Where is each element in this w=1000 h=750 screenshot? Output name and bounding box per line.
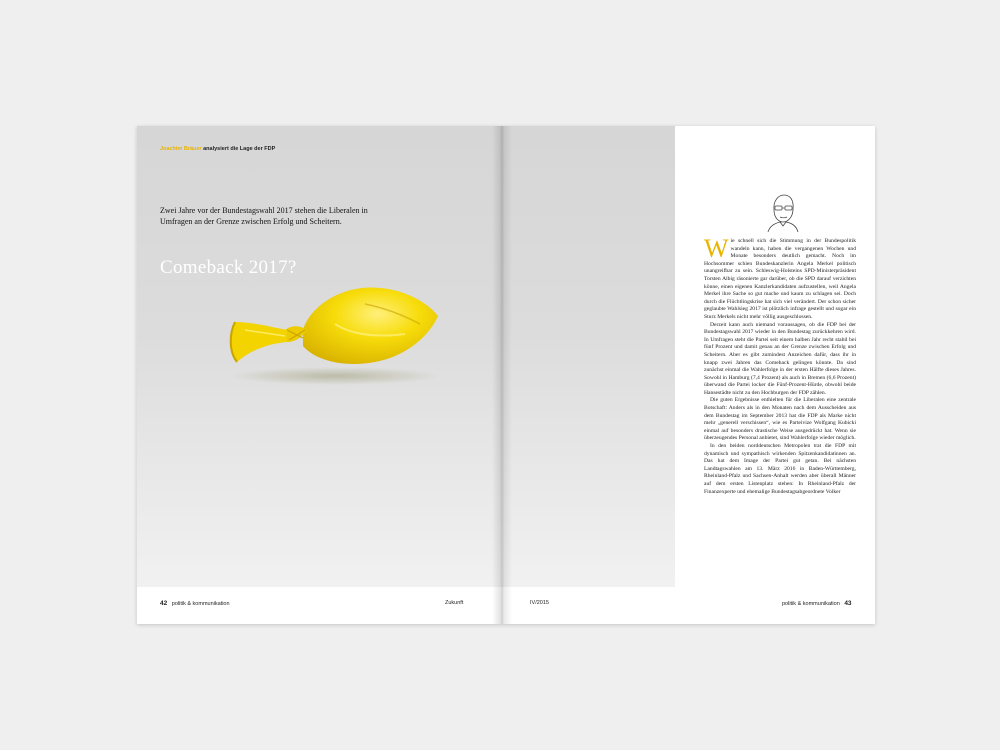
article-deck: Zwei Jahre vor der Bundestagswahl 2017 stehen die Liberalen in Umfragen an der Grenze zwischen Erfolg und Scheitern.	[160, 206, 368, 226]
article-paragraph: Derzeit kann auch niemand voraussagen, ob die FDP bei der Bundestagswahl 2017 wieder in den Bundestag zurückkehren wird. In Umfragen steht die Partei seit einem halben Jahr recht stabil bei fünf Prozent und damit genau an der Grenze zwischen Erfolg und Scheitern. Aber es gibt zumindest Anzeichen dafür, dass ihr in knapp zwei Jahren das Comeback gelingen könnte. Da sind zunächst einmal die Wahlerfolge in der ersten Hälfte dieses Jahres. Sowohl in Hamburg (7,4 Prozent) als auch in Bremen (6,6 Prozent) überwand die Partei locker die Fünf-Prozent-Hürde, obwohl beide Hansestädte nicht zu den Hochburgen der FDP zählen.	[704, 321, 856, 396]
dropcap: W	[704, 234, 729, 263]
header-text: analysiert die Lage der FDP	[203, 146, 276, 152]
article-body	[704, 234, 856, 496]
right-page-folio	[782, 600, 852, 607]
left-publication-name: politik & kommunikation	[171, 601, 230, 607]
article-paragraph: Wie schnell sich die Stimmung in der Bundespolitik wandeln kann, haben die vergangenen Wochen und Monate besonders deutlich gemacht. Noch im Hochsommer schien Bundeskanzlerin Angela Merkel politisch unangreifbar zu sein. Schleswig-Holsteins SPD-Ministerpräsident Torsten Albig räsonierte gar darüber, ob die SPD darauf verzichten könne, einen eigenen Kanzlerkandidaten aufzustellen, weil Angela Merkel ihre Sache so gut mache und kaum zu schlagen sei. Doch durch die Flüchtlingskrise hat sich viel verändert. Der schon sicher geglaubte Wahlsieg 2017 ist plötzlich infrage gestellt und sogar ein Sturz Merkels nicht mehr völlig ausgeschlossen.	[704, 234, 856, 320]
balloon-photo-continuation	[500, 126, 675, 587]
magazine-spread	[137, 126, 875, 624]
section-label: Zukunft	[445, 600, 464, 606]
author-portrait-illustration	[764, 192, 800, 232]
left-page-number: 42	[160, 600, 168, 607]
page-title: Comeback 2017?	[160, 257, 297, 278]
article-paragraph: In den beiden norddeutschen Metropolen trat die FDP mit dynamisch und sympathisch wirkenden Spitzenkandidatinnen an. Das hat dem Image der Partei gut getan. Bei nächsten Landtagswahlen am 13. März 2016 in Baden-Württemberg, Rheinland-Pfalz und Sachsen-Anhalt werden aber überall Männer auf dem ersten Listenplatz stehen: In Rheinland-Pfalz der Finanzexperte und ehemalige Bundestagsabgeordnete Volker	[704, 443, 856, 495]
author-name: Joachim Bräuer	[160, 146, 202, 152]
deflated-balloon-image	[215, 264, 445, 394]
article-header	[160, 146, 275, 152]
right-page	[500, 126, 875, 624]
right-publication-name: politik & kommunikation	[782, 601, 840, 607]
left-page-folio	[160, 600, 230, 607]
left-page	[137, 126, 500, 624]
article-paragraph: Die guten Ergebnisse enthielten für die Liberalen eine zentrale Botschaft: Anders als in den Monaten nach dem Ausscheiden aus dem Bundestag im September 2013 hat die FDP als Marke nicht mehr „generell verschissen“, wie es Parteivize Wolfgang Kubicki einmal auf besonders drastische Weise ausgedrückt hat. Wenn sie überzeugendes Personal anbietet, sind Wahlerfolge wieder möglich.	[704, 397, 856, 442]
right-page-number: 43	[844, 600, 852, 607]
issue-label: IV/2015	[530, 600, 549, 606]
